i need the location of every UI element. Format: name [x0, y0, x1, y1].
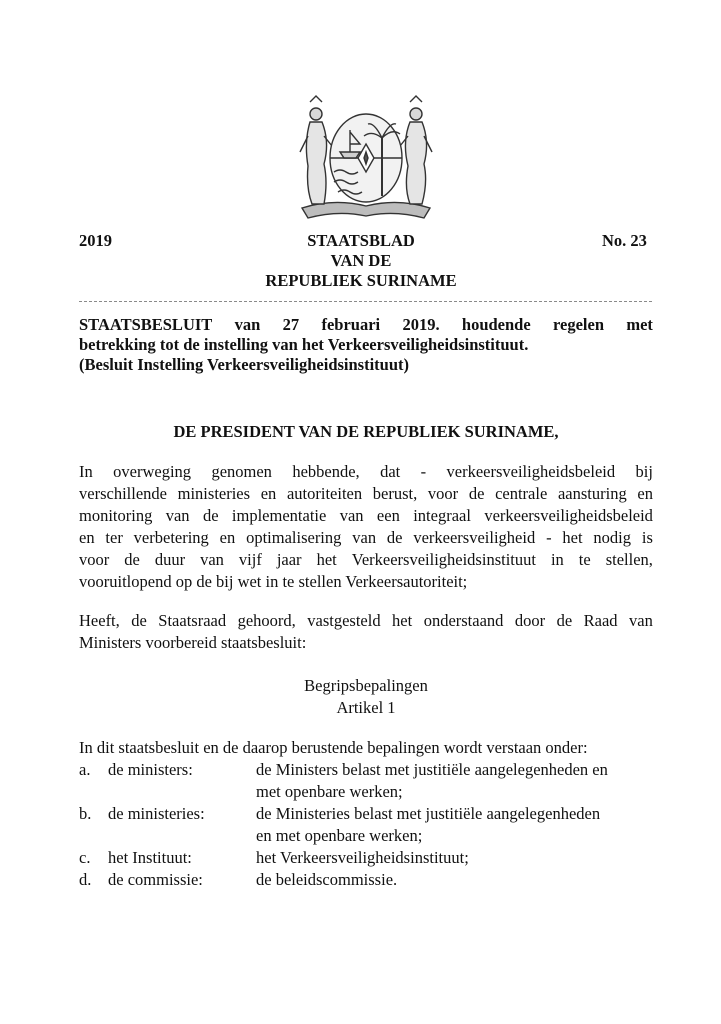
paragraph-line	[79, 461, 653, 483]
word: de	[202, 506, 219, 525]
word: regelen	[553, 315, 605, 334]
word: -	[546, 528, 552, 547]
word: te	[578, 550, 591, 569]
word: jaar	[276, 550, 302, 569]
word: Raad	[583, 611, 618, 630]
word: en	[219, 528, 236, 547]
word: februari	[321, 315, 381, 334]
definition-item	[79, 759, 653, 803]
paragraph-line	[79, 549, 653, 571]
word: bij	[635, 462, 653, 481]
word: vijf	[238, 550, 262, 569]
word: genomen	[211, 462, 272, 481]
word: van	[234, 315, 261, 334]
word: verkeersveiligheid	[413, 528, 536, 547]
word: houdende	[461, 315, 531, 334]
gazette-title-line: VAN DE	[330, 251, 392, 270]
definition-letter: d.	[79, 870, 92, 889]
word: voor	[427, 484, 459, 503]
word: van	[629, 611, 653, 630]
gazette-title	[220, 231, 502, 291]
word: -	[420, 462, 427, 481]
definition-term: de commissie:	[108, 870, 203, 889]
gazette-year: 2019	[79, 231, 112, 250]
word: autoriteiten	[286, 484, 363, 503]
word: centrale	[495, 484, 548, 503]
word: Heeft,	[79, 611, 120, 630]
word: in	[550, 550, 564, 569]
word: berust,	[372, 484, 418, 503]
word: Verkeersveiligheidsinstituut	[351, 550, 536, 569]
word: de	[124, 550, 140, 569]
word: aansturing	[557, 484, 627, 503]
word: hebbende,	[292, 462, 360, 481]
word: integraal	[413, 506, 471, 525]
gazette-number: No. 23	[602, 231, 647, 250]
word: door	[514, 611, 546, 630]
word: verbetering	[133, 528, 209, 547]
word: met	[626, 315, 653, 334]
definition-term: de ministeries:	[108, 804, 205, 823]
word: stellen,	[605, 550, 653, 569]
definition-letter: a.	[79, 760, 91, 779]
word: voor	[79, 550, 110, 569]
word: STAATSBESLUIT	[79, 315, 213, 334]
definition-line: met openbare werken;	[256, 782, 403, 801]
word: ter	[105, 528, 123, 547]
word: van	[339, 506, 364, 525]
word: onderstaand	[423, 611, 504, 630]
word: en	[79, 528, 95, 547]
word: duur	[154, 550, 186, 569]
word: de	[131, 611, 147, 630]
paragraph-line	[79, 505, 653, 527]
definition-line: het Verkeersveiligheidsinstituut;	[256, 848, 469, 867]
word: het	[392, 611, 413, 630]
president-heading: DE PRESIDENT VAN DE REPUBLIEK SURINAME,	[173, 422, 559, 441]
decree-title	[79, 315, 653, 375]
word: Staatsraad	[158, 611, 227, 630]
word: van	[165, 506, 190, 525]
header-divider	[79, 301, 652, 302]
word: nodig	[593, 528, 632, 547]
word: 27	[282, 315, 300, 334]
decree-title-line	[79, 315, 653, 335]
word: dat	[380, 462, 401, 481]
decree-citation-title: (Besluit Instelling Verkeersveiligheidsinstituut)	[79, 355, 410, 374]
word: verkeersveiligheidsbeleid	[446, 462, 616, 481]
definition-description	[256, 847, 653, 869]
word: de	[468, 484, 485, 503]
word: het	[562, 528, 583, 547]
gazette-title-line: STAATSBLAD	[307, 231, 415, 250]
definition-line: de beleidscommissie.	[256, 870, 398, 889]
word: 2019.	[402, 315, 440, 334]
word: overweging	[113, 462, 192, 481]
definition-item	[79, 803, 653, 847]
word: In	[79, 462, 93, 481]
word: het	[316, 550, 337, 569]
word: en	[260, 484, 277, 503]
word: verschillende	[79, 484, 167, 503]
definition-term: het Instituut:	[108, 848, 192, 867]
word: de	[386, 528, 403, 547]
definition-line: de Ministers belast met justitiële aangelegenheden en	[256, 760, 608, 779]
word: monitoring	[79, 506, 153, 525]
definition-description	[256, 803, 653, 847]
word: gehoord,	[237, 611, 296, 630]
word: vastgesteld	[307, 611, 381, 630]
definition-description	[256, 759, 653, 803]
definition-description	[256, 869, 653, 891]
definitions-list	[79, 759, 653, 891]
coat-of-arms-emblem	[294, 92, 438, 222]
definitions-intro: In dit staatsbesluit en de daarop berustende bepalingen wordt verstaan onder:	[79, 738, 588, 757]
paragraph-line: vooruitlopend op de bij wet in te stellen Verkeersautoriteit;	[79, 572, 468, 591]
word: van	[352, 528, 377, 547]
gazette-title-line: REPUBLIEK SURINAME	[265, 271, 457, 290]
definition-term: de ministers:	[108, 760, 193, 779]
word: implementatie	[231, 506, 327, 525]
paragraph-line: Ministers voorbereid staatsbesluit:	[79, 633, 307, 652]
definition-letter: c.	[79, 848, 91, 867]
paragraph-line	[79, 610, 653, 632]
enactment-paragraph	[79, 610, 653, 654]
definition-letter: b.	[79, 804, 92, 823]
word: en	[637, 484, 653, 503]
consideration-paragraph	[79, 461, 653, 593]
word: van	[200, 550, 224, 569]
word: ministeries	[177, 484, 251, 503]
definition-item	[79, 869, 653, 891]
word: de	[556, 611, 573, 630]
definition-item	[79, 847, 653, 869]
paragraph-line	[79, 483, 653, 505]
section-heading: Begripsbepalingen	[304, 676, 428, 695]
paragraph-line	[79, 527, 653, 549]
word: is	[641, 528, 653, 547]
definition-line: en met openbare werken;	[256, 826, 423, 845]
definition-line: de Ministeries belast met justitiële aangelegenheden	[256, 804, 601, 823]
decree-title-line: betrekking tot de instelling van het Verkeersveiligheidsinstituut.	[79, 335, 529, 354]
article-heading: Artikel 1	[336, 698, 396, 717]
word: een	[376, 506, 400, 525]
word: verkeersveiligheidsbeleid	[484, 506, 653, 525]
word: optimalisering	[246, 528, 342, 547]
